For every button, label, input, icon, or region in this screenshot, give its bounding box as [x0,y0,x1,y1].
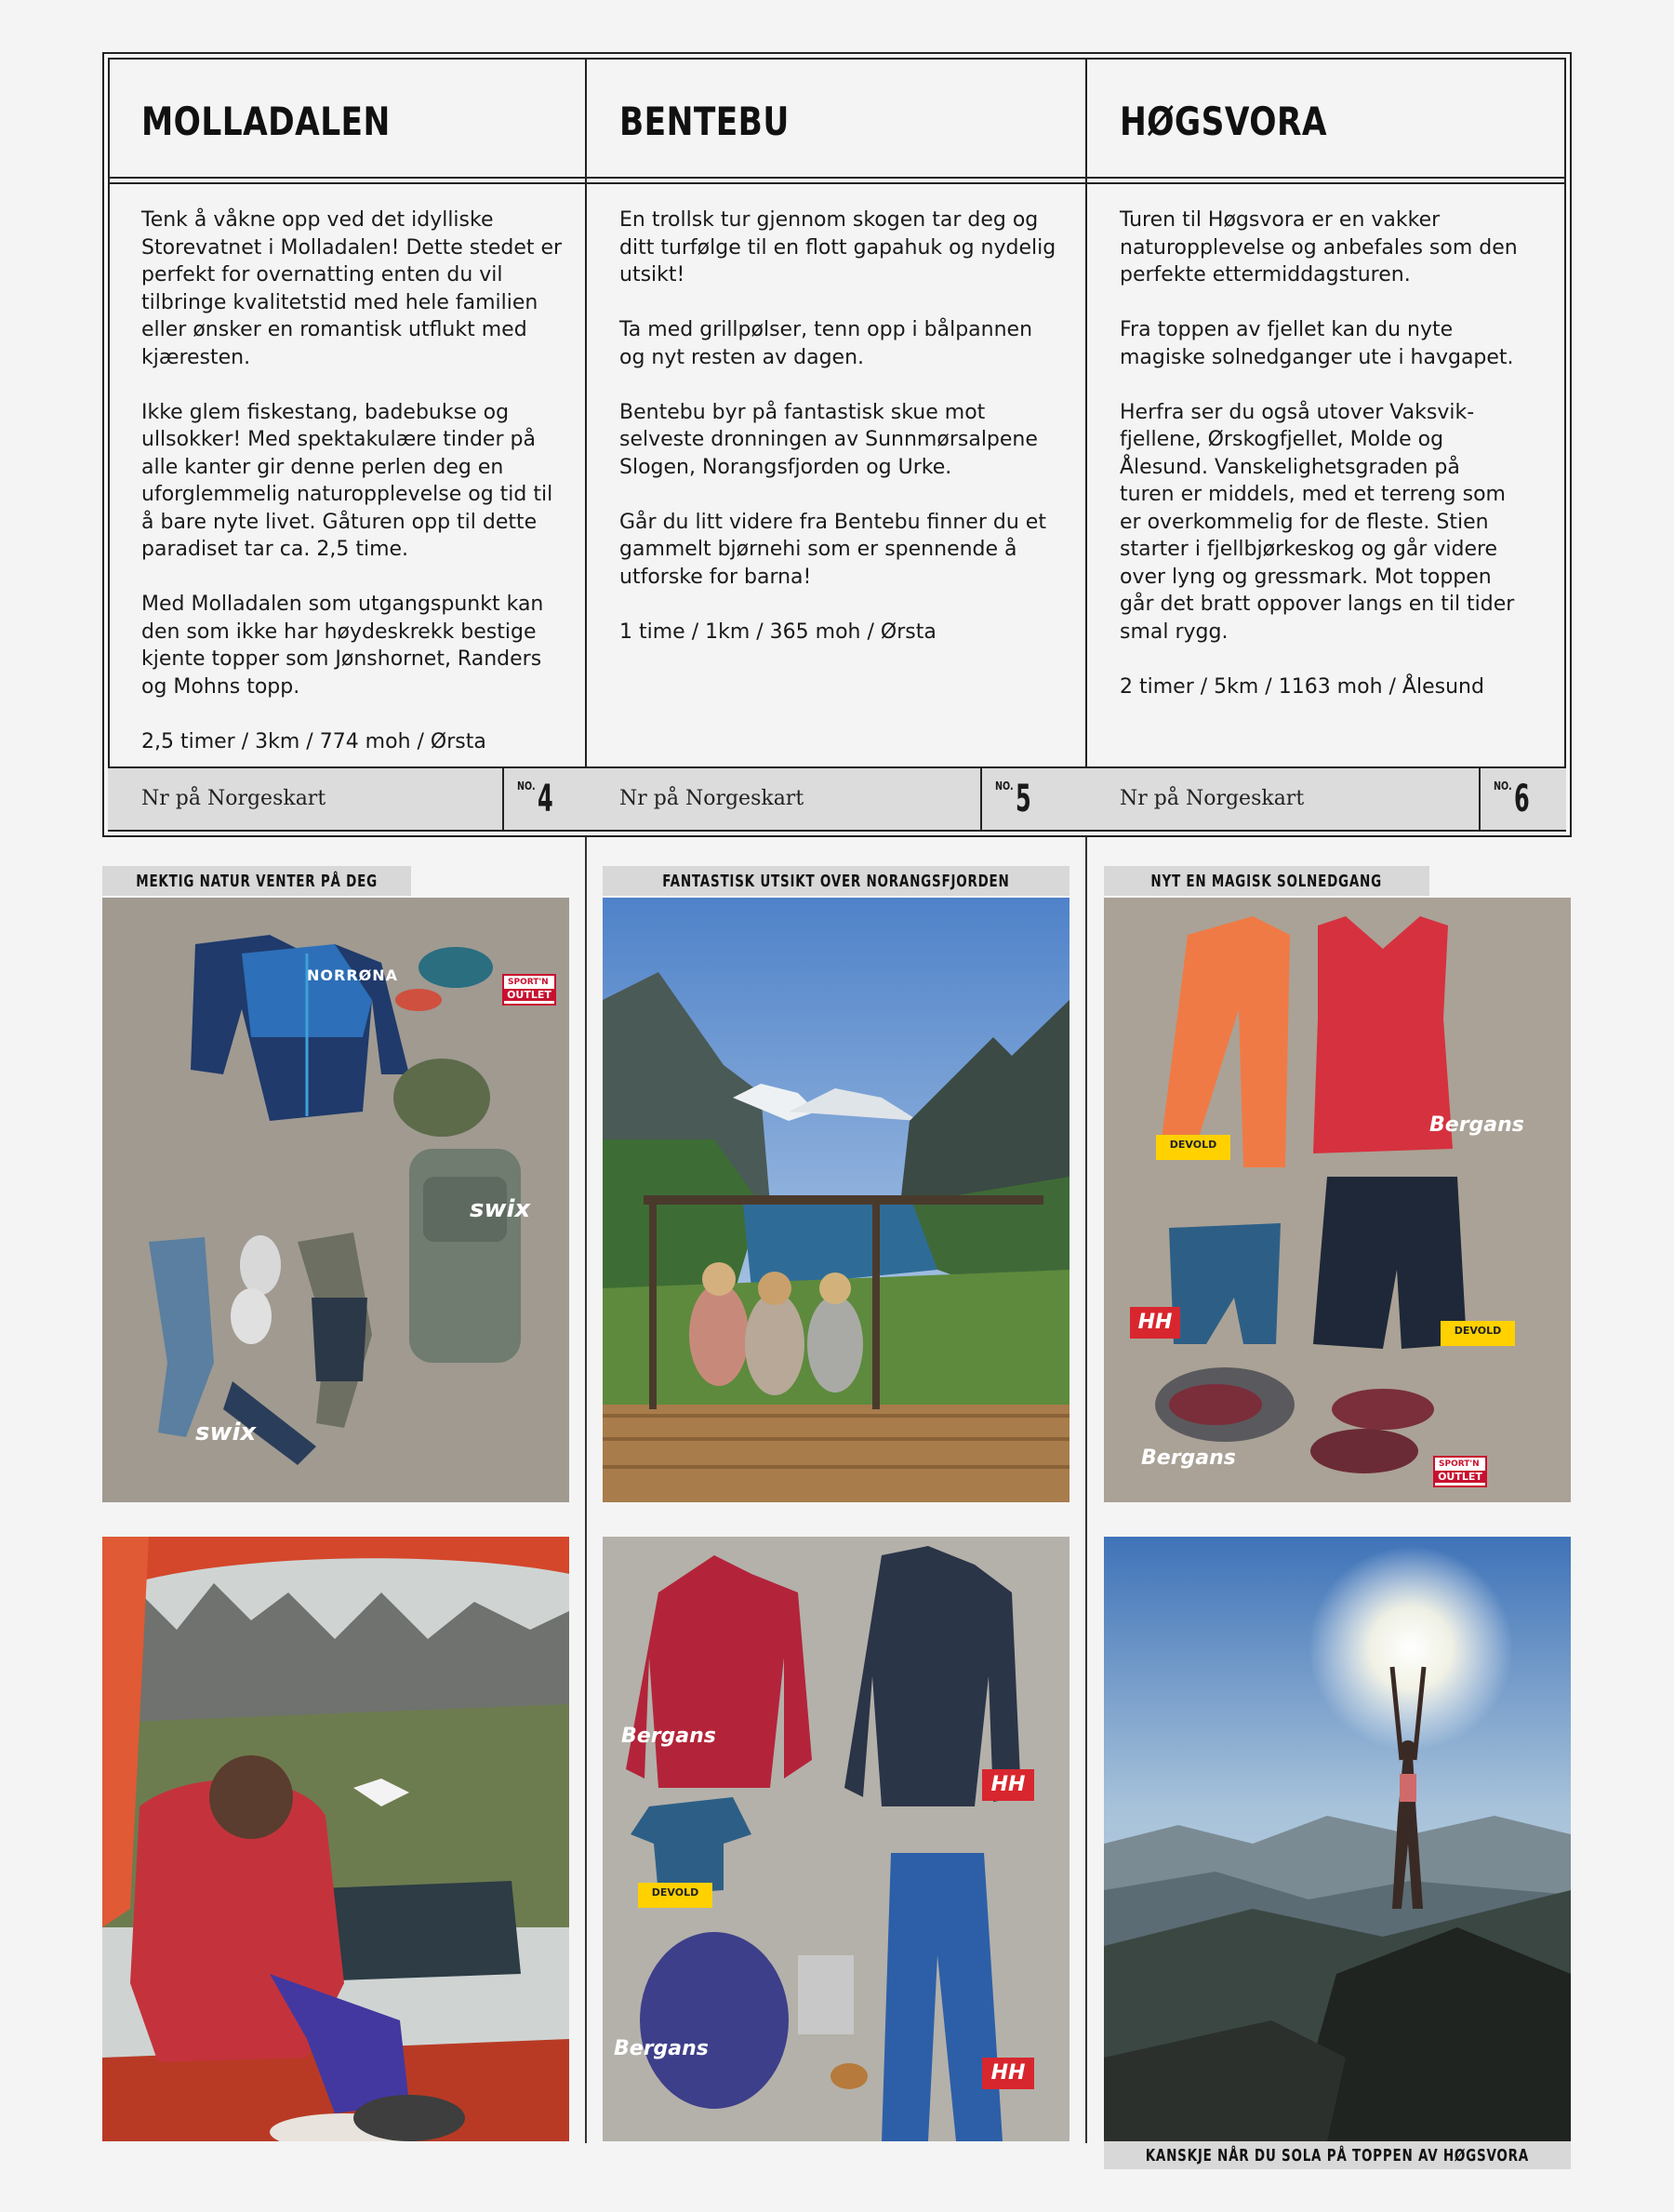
paragraph: Fra toppen av fjellet kan du nyte magiske solnedganger ute i havgapet. [1120,318,1514,369]
devold-logo: DEVOLD [1441,1321,1515,1346]
route-title: BENTEBU [619,99,790,144]
route-stats: 2,5 timer / 3km / 774 moh / Ørsta [141,729,486,753]
map-reference-band [1086,766,1566,830]
route-description [619,207,1056,646]
devold-logo: DEVOLD [1156,1135,1230,1160]
photo-gear-flatlay-hogsvora [1104,898,1571,1502]
route-title: HØGSVORA [1120,99,1327,144]
photo-sunset-hogsvora [1104,1537,1571,2141]
sportn-label: SPORT'N [508,978,549,987]
caption-text: NYT EN MAGISK SOLNEDGANG [1150,871,1383,891]
sportn-label: SPORT'N [1439,1459,1480,1469]
number-prefix: NO. [517,780,536,793]
gallery-divider-2 [1085,837,1087,2143]
caption-sola-hogsvora [1104,2141,1571,2169]
helly-hansen-logo: HH [1130,1307,1180,1339]
route-number-box [502,768,586,830]
photo-norangsfjorden-view [603,898,1070,1502]
paragraph: En trollsk tur gjennom skogen tar deg og ditt turfølge til en flott gapahuk og nydelig utsikt! [619,208,1056,286]
map-reference-band [108,766,586,830]
route-number: 5 [1016,778,1031,820]
paragraph: Tenk å våkne opp ved det idylliske Storevatnet i Molladalen! Dette stedet er perfekt for overnatting enten du vil tilbringe kvalitetstid med hele familien eller ønsker en romantisk utflukt med kjæresten. [141,208,563,369]
paragraph: Bentebu byr på fantastisk skue mot selveste dronningen av Sunnmørsalpene Slogen, Norangsfjorden og Urke. [619,400,1038,479]
swix-logo: swix [470,1195,531,1223]
route-stats: 1 time / 1km / 365 moh / Ørsta [619,620,937,644]
caption-fantastisk-utsikt [603,866,1070,896]
map-reference-label: Nr på Norgeskart [619,787,804,810]
route-number-box [1479,768,1566,830]
sportn-outlet-badge [502,974,556,1006]
helly-hansen-logo: HH [982,1769,1034,1801]
gallery-divider-1 [585,837,587,2143]
paragraph: Ta med grillpølser, tenn opp i bålpannen og nyt resten av dagen. [619,318,1033,369]
bergans-logo: Bergans [1429,1113,1524,1137]
route-column-molladalen [108,58,586,832]
route-number: 6 [1514,778,1530,820]
photo-gear-flatlay-molladalen [102,898,569,1502]
caption-text: KANSKJE NÅR DU SOLA PÅ TOPPEN AV HØGSVORA [1145,2145,1530,2165]
paragraph: Ikke glem fiskestang, badebukse og ullsokker! Med spektakulære tinder på alle kanter gir denne perlen deg en uforglemmelig naturopplevelse og tid til å bare nyte livet. Gåturen opp til dette paradiset tar ca. 2,5 time. [141,400,553,561]
route-number-box [980,768,1086,830]
bergans-logo: Bergans [614,2037,709,2060]
map-reference-label: Nr på Norgeskart [141,787,326,810]
route-number: 4 [538,778,553,820]
route-column-hogsvora [1086,58,1566,832]
outlet-label: OUTLET [504,989,554,1001]
caption-text: FANTASTISK UTSIKT OVER NORANGSFJORDEN [662,871,1010,891]
norrona-logo: NORRØNA [307,966,399,984]
paragraph: Med Molladalen som utgangspunkt kan den som ikke har høydeskrekk bestige kjente topper som Jønshornet, Randers og Mohns topp. [141,593,544,699]
photo-tent-molladalen [102,1537,569,2141]
helly-hansen-logo: HH [982,2058,1034,2089]
photo-gear-flatlay-bentebu [603,1537,1070,2141]
paragraph: Herfra ser du også utover Vaksvik-fjellene, Ørskogfjellet, Molde og Ålesund. Vanskelighetsgraden på turen er middels, med et terreng som er overkommelig for de fleste. Stien starter i fjellbjørkeskog og går videre over lyng og gressmark. Mot toppen går det bratt oppover langs en til tider smal rygg. [1120,400,1515,644]
number-prefix: NO. [1494,780,1512,793]
sportn-outlet-badge [1433,1456,1487,1487]
bergans-logo: Bergans [1141,1446,1236,1470]
paragraph: Turen til Høgsvora er en vakker naturopplevelse og anbefales som den perfekte ettermiddagsturen. [1120,208,1518,286]
map-reference-band [586,766,1086,830]
map-reference-label: Nr på Norgeskart [1120,787,1305,810]
swix-logo: swix [195,1419,257,1446]
route-title: MOLLADALEN [141,99,391,144]
outlet-label: OUTLET [1435,1471,1485,1483]
route-stats: 2 timer / 5km / 1163 moh / Ålesund [1120,674,1484,699]
paragraph: Går du litt videre fra Bentebu finner du et gammelt bjørnehi som er spennende å utforske for barna! [619,510,1046,589]
caption-mektig-natur [102,866,411,896]
caption-magisk-solnedgang [1104,866,1429,896]
devold-logo: DEVOLD [638,1883,712,1908]
route-description [141,207,569,755]
bergans-logo: Bergans [621,1725,716,1748]
route-column-bentebu [586,58,1086,832]
number-prefix: NO. [995,780,1014,793]
route-description [1120,207,1520,700]
caption-text: MEKTIG NATUR VENTER PÅ DEG [136,871,378,891]
